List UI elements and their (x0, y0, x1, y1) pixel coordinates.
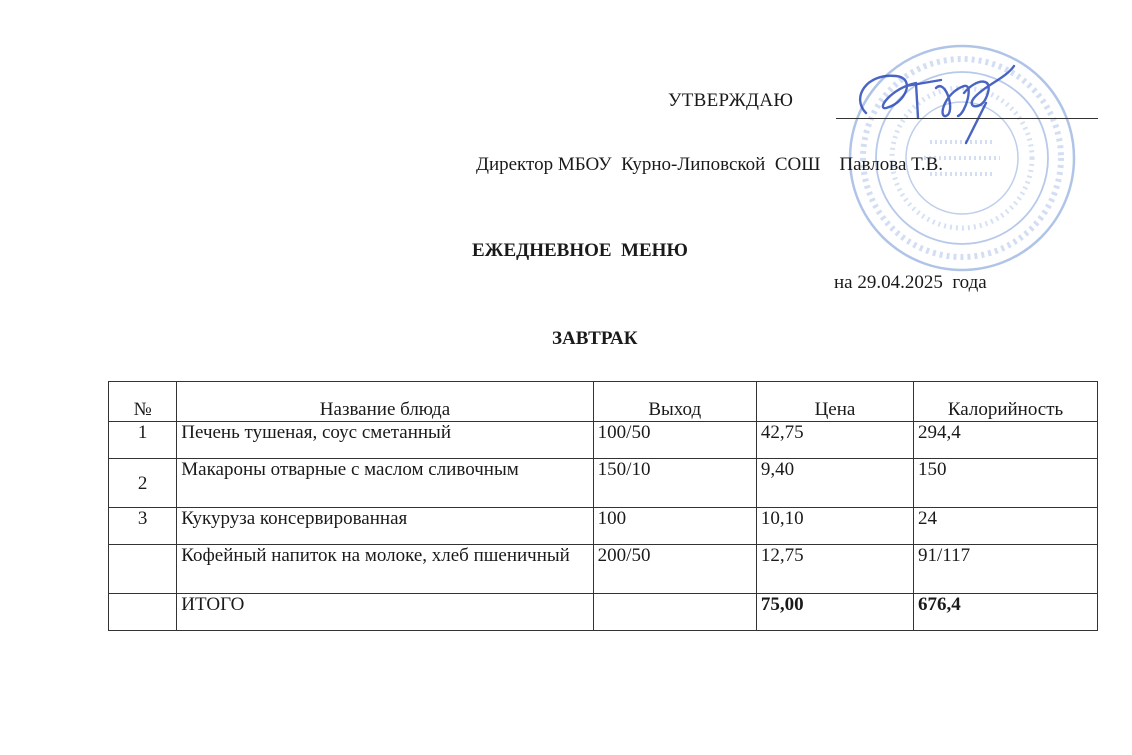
dish-price: 42,75 (756, 422, 913, 459)
dish-output: 100 (593, 508, 756, 545)
total-output-cell (593, 594, 756, 631)
column-header-price: Цена (756, 382, 913, 422)
dish-calories: 91/117 (914, 545, 1098, 594)
column-header-output: Выход (593, 382, 756, 422)
dish-output: 200/50 (593, 545, 756, 594)
dish-price: 9,40 (756, 459, 913, 508)
column-header-number: № (109, 382, 177, 422)
table-header-row (109, 382, 1098, 422)
dish-price: 10,10 (756, 508, 913, 545)
row-number: 2 (109, 459, 177, 508)
dish-name: Печень тушеная, соус сметанный (177, 422, 593, 459)
meal-title: ЗАВТРАК (552, 328, 638, 349)
dish-output: 150/10 (593, 459, 756, 508)
signature-line (836, 118, 1098, 119)
menu-date: на 29.04.2025 года (834, 272, 987, 293)
signature-icon (846, 58, 1026, 148)
director-line: Директор МБОУ Курно-Липовской СОШ Павлова Т.В. (476, 154, 944, 175)
table-total-row (109, 594, 1098, 631)
dish-name: Макароны отварные с маслом сливочным (177, 459, 593, 508)
dish-name: Кофейный напиток на молоке, хлеб пшеничный (177, 545, 593, 594)
row-number: 1 (109, 422, 177, 459)
dish-name: Кукуруза консервированная (177, 508, 593, 545)
row-number (109, 545, 177, 594)
column-header-dish-name: Название блюда (177, 382, 593, 422)
dish-price: 12,75 (756, 545, 913, 594)
table-row (109, 508, 1098, 545)
dish-output: 100/50 (593, 422, 756, 459)
table-row (109, 422, 1098, 459)
total-label: ИТОГО (177, 594, 593, 631)
approve-label: УТВЕРЖДАЮ (668, 90, 794, 111)
column-header-calories: Калорийность (914, 382, 1098, 422)
dish-calories: 150 (914, 459, 1098, 508)
table-row (109, 545, 1098, 594)
menu-title: ЕЖЕДНЕВНОЕ МЕНЮ (472, 240, 688, 261)
table-row (109, 459, 1098, 508)
total-calories: 676,4 (914, 594, 1098, 631)
total-price: 75,00 (756, 594, 913, 631)
menu-table (108, 381, 1098, 631)
dish-calories: 24 (914, 508, 1098, 545)
row-number: 3 (109, 508, 177, 545)
dish-calories: 294,4 (914, 422, 1098, 459)
total-number-cell (109, 594, 177, 631)
